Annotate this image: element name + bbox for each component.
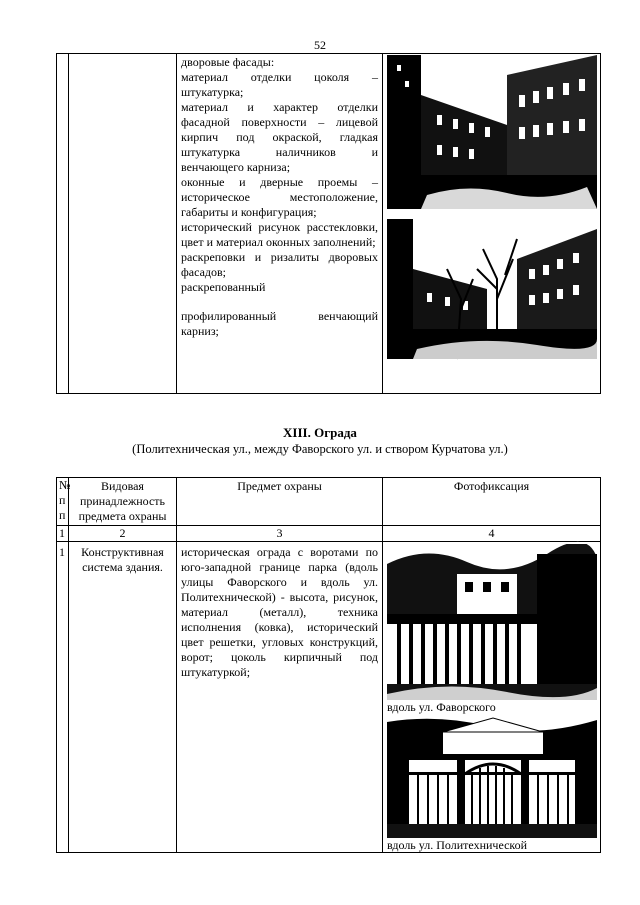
photo-caption: вдоль ул. Фаворского (387, 700, 496, 714)
column-number: 2 (69, 526, 177, 542)
row-photos (383, 542, 601, 853)
header-num-line: п (59, 508, 66, 522)
header-num-line: п (59, 493, 66, 507)
subject-line: исторический рисунок расстекловки, цвет и материал оконных заполнений; (181, 220, 378, 249)
subject-line: материал и характер отделки фасадной поверхности – лицевой кирпич под окраской, гладкая штукатурка наличников и венчающего карниза; (181, 100, 378, 174)
photo-fence-politekhnicheskaya (387, 714, 597, 838)
subject-line: раскрепованный (181, 280, 266, 294)
subject-line: раскреповки и ризалиты дворовых фасадов; (181, 250, 378, 279)
subject-line: оконные и дверные проемы – историческое местоположение, габариты и конфигурация; (181, 175, 378, 219)
type-cell (69, 54, 177, 394)
photo-caption: вдоль ул. Политехнической (387, 838, 528, 852)
table-fence (56, 477, 601, 853)
header-subject: Предмет охраны (177, 478, 383, 526)
subject-line: дворовые фасады: (181, 55, 275, 69)
row-subject: историческая ограда с воротами по юго-западной границе парка (вдоль улицы Фаворского и вдоль ул. Политехнической) - высота, рисунок, материал (металл), техника исполнения (ковка), исторический цвет решетки, угловых конструкций, ворот; цоколь кирпичный под штукатуркой; (177, 542, 383, 853)
photo-cell (383, 54, 601, 394)
header-num (57, 478, 69, 526)
section-title: XIII. Ограда (283, 425, 357, 440)
subject-cell (177, 54, 383, 394)
photo-courtyard-trees (387, 219, 597, 359)
column-number: 4 (383, 526, 601, 542)
header-photo: Фотофиксация (383, 478, 601, 526)
table-row (57, 54, 601, 394)
row-type: Конструктивная система здания. (69, 542, 177, 853)
subject-line: профилированный венчающий карниз; (181, 309, 378, 338)
subject-line: материал отделки цоколя – штукатурка; (181, 70, 378, 99)
header-type: Видовая принадлежность предмета охраны (69, 478, 177, 526)
column-number-row (57, 526, 601, 542)
page-number: 52 (314, 38, 326, 52)
column-number: 1 (57, 526, 69, 542)
table-row (57, 542, 601, 853)
table-header-row (57, 478, 601, 526)
row-num: 1 (57, 542, 69, 853)
table-continued (56, 53, 601, 394)
header-num-line: № (59, 478, 71, 492)
photo-fence-favorskogo (387, 544, 597, 700)
num-cell (57, 54, 69, 394)
column-number: 3 (177, 526, 383, 542)
section-subtitle: (Политехническая ул., между Фаворского ул. и створом Курчатова ул.) (132, 442, 508, 456)
photo-courtyard-facade (387, 55, 597, 209)
